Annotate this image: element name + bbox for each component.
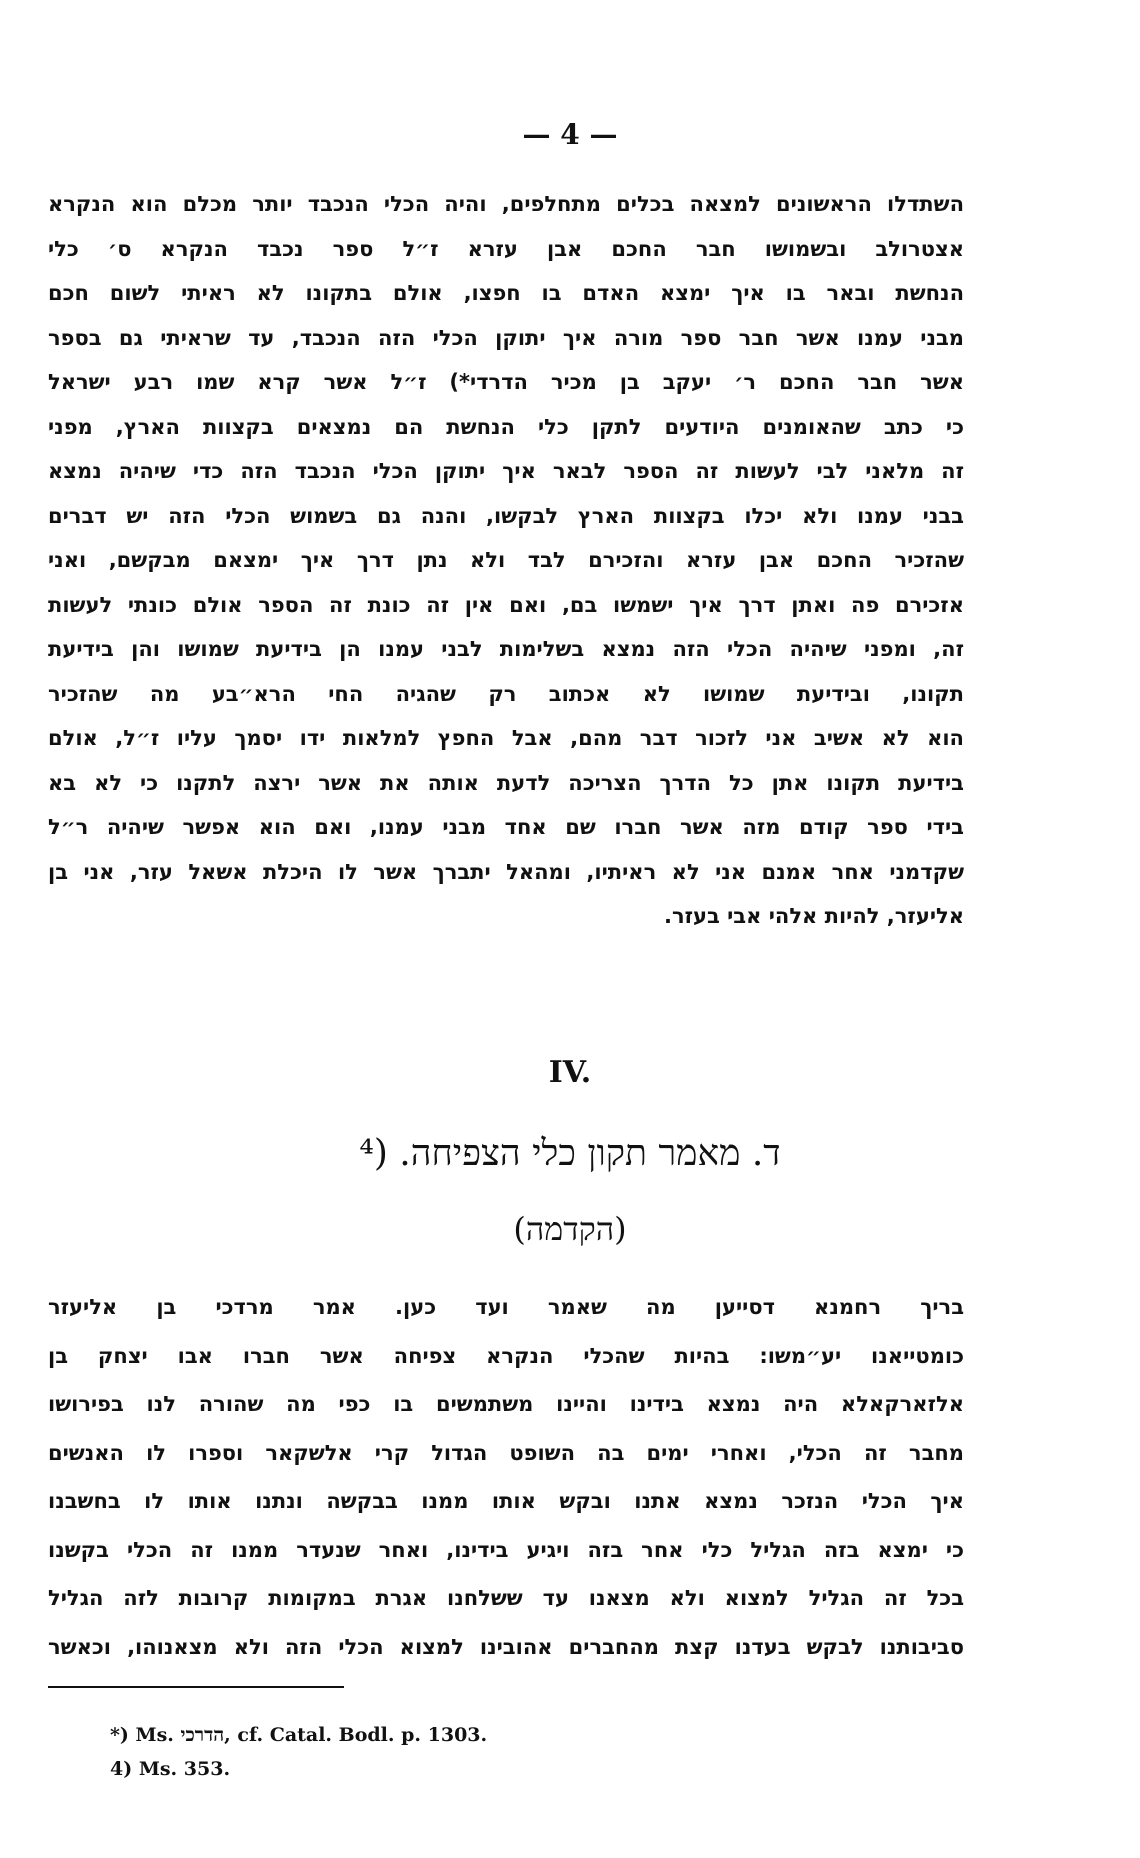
text-line: זה, ומפני שיהיה הכלי הזה נמצא בשלימות לבני עמנו הן בידיעת שמושו והן בידיעת (48, 637, 964, 661)
text-line: שקדמני אחר אמנם אני לא ראיתיו, ומהאל יתברך אשר לו היכלת אשאל עזר, אני בן (48, 859, 964, 884)
text-line: איך הכלי הנזכר נמצא אתנו ובקש אותו ממנו בבקשה ונתנו אותו לו בחשבנו (48, 1489, 964, 1513)
page-number: — 4 — (522, 118, 618, 151)
text-line: מחבר זה הכלי, ואחרי ימים בה השופט הגדול קרי אלשקאר וספרו לו האנשים (48, 1440, 964, 1465)
section-title: ד. מאמר תקון כלי הצפיחה. (⁴ (359, 1133, 781, 1174)
text-line: מבני עמנו אשר חבר ספר מורה איך יתוקן הכלי הזה הנכבד, עד שראיתי גם בספר (48, 325, 964, 350)
text-line: בידי ספר קודם מזה אשר חברו שם אחד מבני עמנו, ואם הוא אפשר שיהיה ר״ל (48, 815, 964, 839)
section-number: IV. (548, 1055, 592, 1090)
footnotes (110, 1718, 710, 1786)
text-line: כי ימצא בזה הגליל כלי אחר בזה ויגיע בידינו, ואחר שנעדר ממנו זה הכלי בקשנו (48, 1537, 964, 1562)
footnote-divider (48, 1686, 344, 1688)
text-line: כומטייאנו יע״משו: בהיות שהכלי הנקרא צפיחה אשר חברו אבו יצחק בן (48, 1343, 964, 1368)
text-line: אשר חבר החכם ר׳ יעקב בן מכיר הדרדי*) ז״ל אשר קרא שמו רבע ישראל (48, 370, 964, 394)
text-line: אלזארקאלא היה נמצא בידינו והיינו משתמשים בו כפי מה שהורה לנו בפירושו (48, 1392, 964, 1416)
text-line: אליעזר, להיות אלהי אבי בעזר. (663, 904, 964, 928)
text-line: תקונו, ובידיעת שמושו לא אכתוב רק שהגיה החי הרא״בע מה שהזכיר (48, 681, 964, 706)
text-line: סביבותנו לבקש בעדנו קצת מהחברים אהובינו למצוא הכלי הזה ולא מצאנוהו, וכאשר (48, 1634, 964, 1659)
footnote: 4) Ms. 353. (110, 1758, 231, 1780)
text-line: בכל זה הגליל למצוא ולא מצאנו עד ששלחנו אגרת במקומות קרובות לזה הגליל (48, 1586, 964, 1610)
text-line: הנחשת ובאר בו איך ימצא האדם בו חפצו, אולם בתקונו לא ראיתי לשום חכם (48, 281, 964, 305)
paragraph-preface (48, 1283, 964, 1671)
text-line: בריך רחמנא דסייען מה שאמר ועד כען. אמר מרדכי בן אליעזר (48, 1295, 964, 1319)
text-line: אצטרולב ובשמושו חבר החכם אבן עזרא ז״ל ספר נכבד הנקרא ס׳ כלי (48, 236, 964, 261)
section-subtitle: (הקדמה) (513, 1210, 627, 1248)
text-line: הוא לא אשיב אני לזכור דבר מהם, אבל החפץ למלאות ידו יסמך עליו ז״ל, אולם (48, 726, 964, 750)
text-line: זה מלאני לבי לעשות זה הספר לבאר איך יתוקן הכלי הנכבד הזה כדי שיהיה נמצא (48, 459, 964, 483)
footnote: *) Ms. הדרכי, cf. Catal. Bodl. p. 1303. (110, 1724, 488, 1746)
text-line: השתדלו הראשונים למצאה בכלים מתחלפים, והיה הכלי הנכבד יותר מכלם הוא הנקרא (48, 192, 964, 216)
text-line: כי כתב שהאומנים היודעים לתקן כלי הנחשת הם נמצאים בקצוות הארץ, מפני (48, 414, 964, 439)
text-line: בידיעת תקונו אתן כל הדרך הצריכה לדעת אותה את אשר ירצה לתקנו כי לא בא (48, 770, 964, 795)
text-line: בבני עמנו ולא יכלו בקצוות הארץ לבקשו, והנה גם בשמוש הכלי הזה יש דברים (48, 503, 964, 528)
text-line: שהזכיר החכם אבן עזרא והזכירם לבד ולא נתן דרך איך ימצאם מבקשם, ואני (48, 548, 964, 572)
text-line: אזכירם פה ואתן דרך איך ישמשו בם, ואם אין זה כונת זה הספר אולם כונתי לעשות (48, 592, 964, 617)
paragraph-intro (48, 182, 964, 939)
